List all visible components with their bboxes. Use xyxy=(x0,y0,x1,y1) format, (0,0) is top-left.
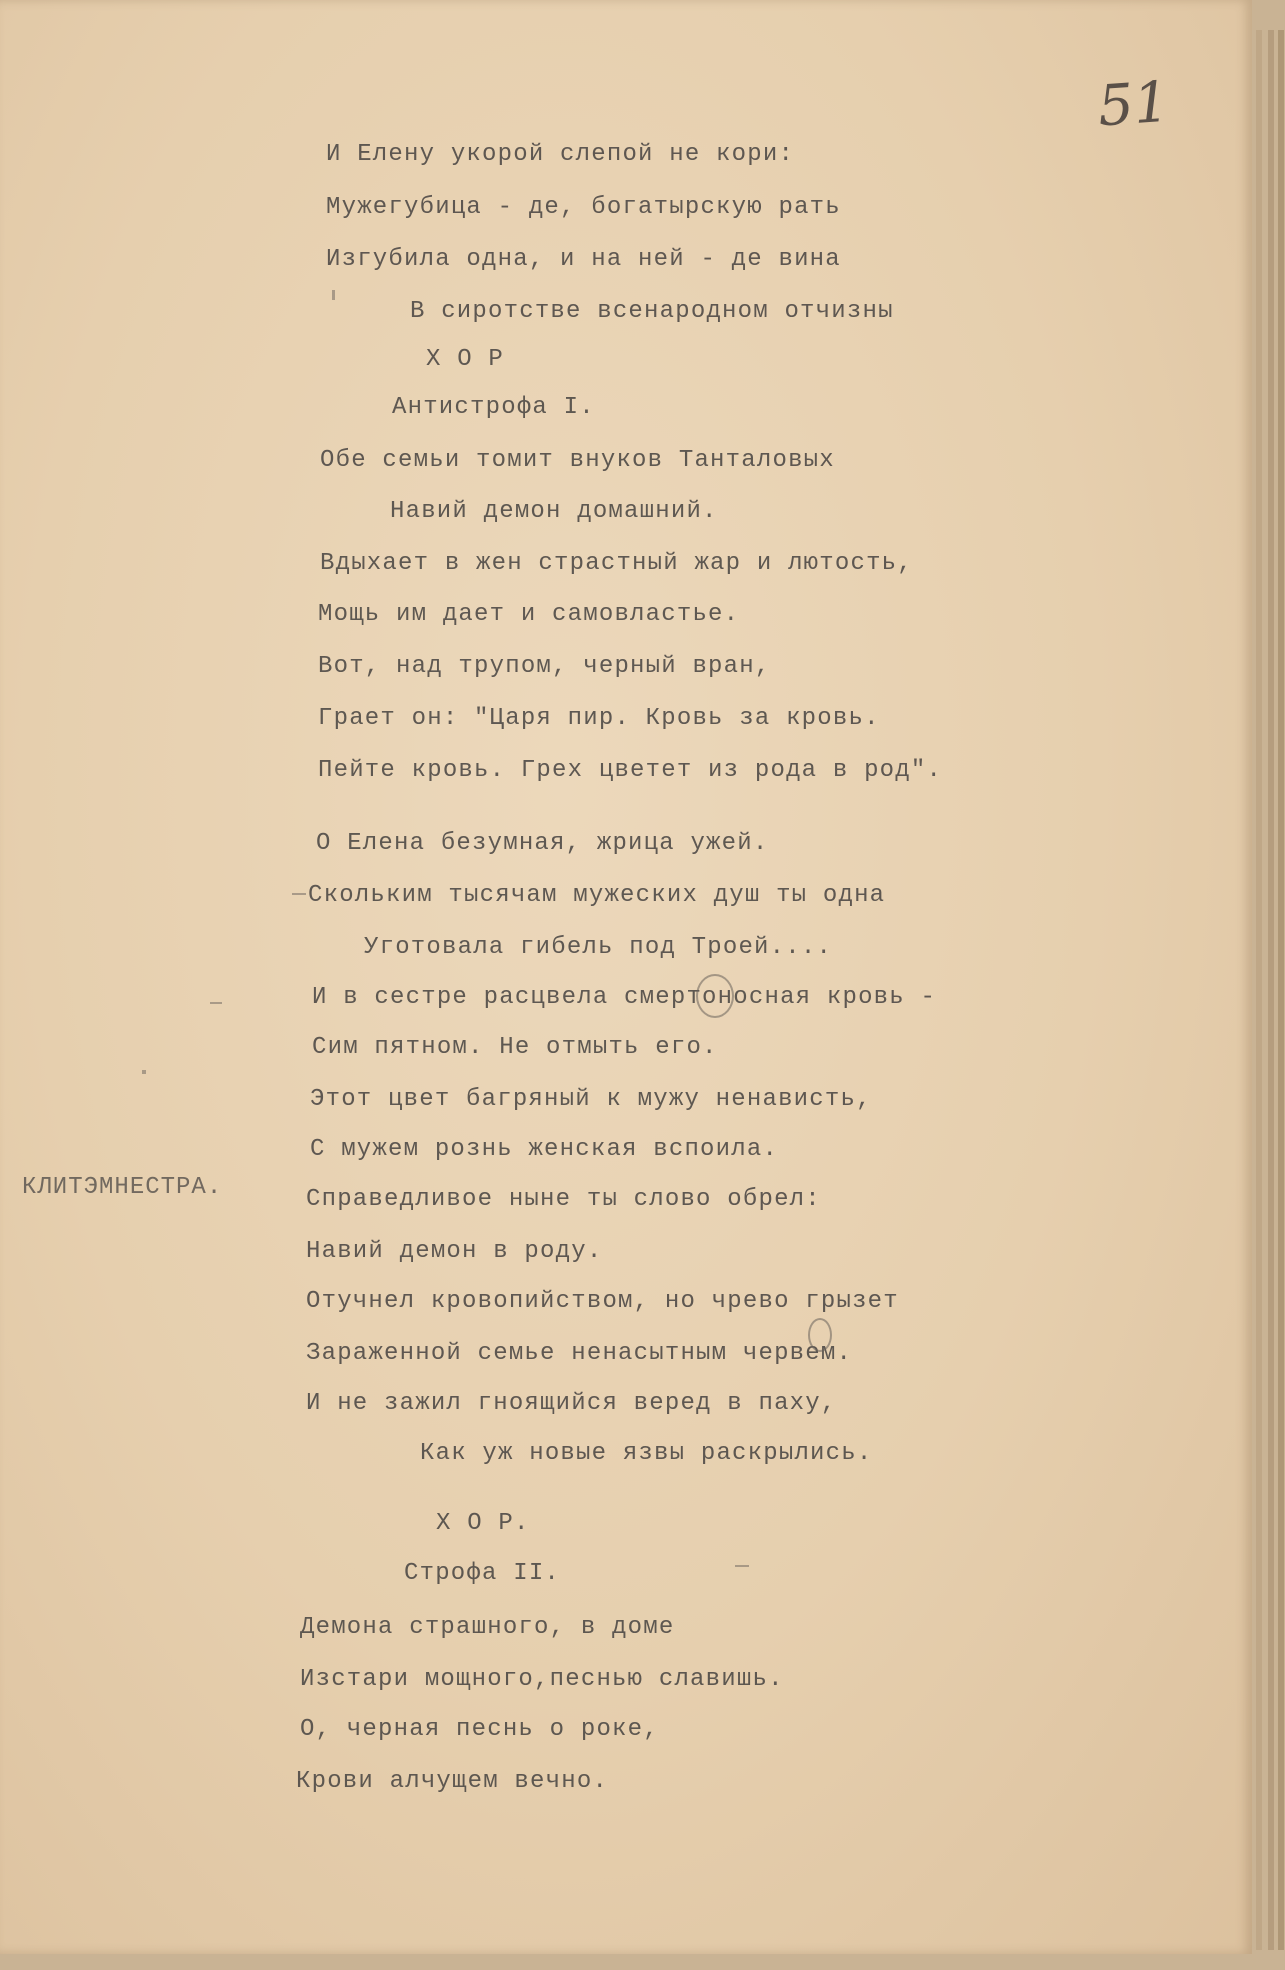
text-line: Навий демон в роду. xyxy=(306,1238,603,1265)
text-line: Этот цвет багряный к мужу ненависть, xyxy=(310,1086,872,1113)
page-number: 51 xyxy=(1095,69,1172,140)
text-line: Изстари мощного,песнью славишь. xyxy=(300,1666,784,1693)
stray-mark xyxy=(735,1565,749,1567)
section-subheading: Строфа II. xyxy=(404,1560,561,1587)
text-line: Уготовала гибель под Троей.... xyxy=(364,934,833,961)
pencil-correction-annotation xyxy=(808,1318,832,1352)
text-line: Изгубила одна, и на ней - де вина xyxy=(326,246,841,273)
text-line: Вот, над трупом, черный вран, xyxy=(318,653,771,680)
text-line: И Елену укорой слепой не кори: xyxy=(326,141,795,168)
text-line: С мужем рознь женская вспоила. xyxy=(310,1136,779,1163)
text-line: О Елена безумная, жрица ужей. xyxy=(316,830,769,857)
stray-mark xyxy=(142,1070,146,1074)
text-line: Грает он: "Царя пир. Кровь за кровь. xyxy=(318,705,880,732)
section-subheading: Антистрофа I. xyxy=(392,394,595,421)
section-heading: Х О Р xyxy=(426,346,505,373)
text-line: Мощь им дает и самовластье. xyxy=(318,601,740,628)
text-line: Скольким тысячам мужеских душ ты одна xyxy=(308,882,886,909)
text-line: Мужегубица - де, богатырскую рать xyxy=(326,194,841,221)
text-line: Как уж новые язвы раскрылись. xyxy=(420,1440,873,1467)
page-edge xyxy=(1278,30,1284,1950)
text-line: Зараженной семье ненасытным червем. xyxy=(306,1340,853,1367)
text-line: И не зажил гноящийся веред в паху, xyxy=(306,1390,837,1417)
text-line: Отучнел кровопийством, но чрево грызет xyxy=(306,1288,899,1315)
text-line: Сим пятном. Не отмыть его. xyxy=(312,1034,718,1061)
text-line: И в сестре расцвела смертоносная кровь - xyxy=(312,984,937,1011)
text-line: Демона страшного, в доме xyxy=(300,1614,675,1641)
speaker-name: КЛИТЭМНЕСТРА. xyxy=(22,1174,223,1201)
text-line: Крови алчущем вечно. xyxy=(296,1768,609,1795)
section-heading: Х О Р. xyxy=(436,1510,530,1537)
stray-mark xyxy=(332,290,335,300)
stray-mark xyxy=(210,1002,222,1004)
text-line: О, черная песнь о роке, xyxy=(300,1716,659,1743)
text-line: Справедливое ныне ты слово обрел: xyxy=(306,1186,821,1213)
stray-mark xyxy=(292,893,306,895)
text-line: Пейте кровь. Грех цветет из рода в род". xyxy=(318,757,943,784)
text-line: Вдыхает в жен страстный жар и лютость, xyxy=(320,550,913,577)
page-edge xyxy=(1268,30,1274,1950)
pencil-circle-annotation xyxy=(696,974,734,1018)
text-line: Обе семьи томит внуков Танталовых xyxy=(320,447,835,474)
page-edge xyxy=(1256,30,1262,1950)
text-line: Навий демон домашний. xyxy=(390,498,718,525)
text-line: В сиротстве всенародном отчизны xyxy=(410,298,894,325)
